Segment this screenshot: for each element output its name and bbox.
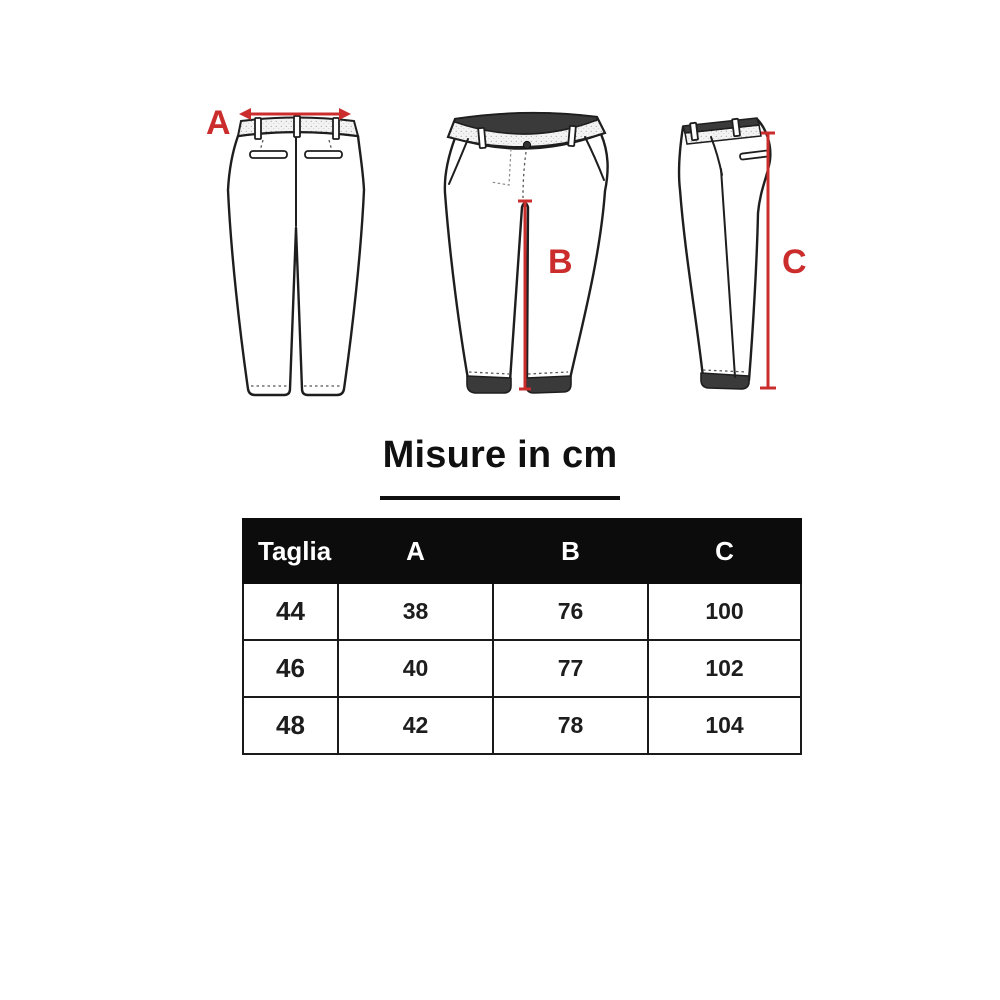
pants-back-view-diagram [195,95,385,410]
pants-front-view-diagram [435,105,620,405]
size-table [242,518,802,755]
right-hem [526,376,571,393]
header-cell-c: C [648,519,801,583]
header-cell-taglia: Taglia [243,519,338,583]
table-row [243,640,801,697]
cell-b: 78 [493,697,648,754]
cell-b: 77 [493,640,648,697]
hem [701,373,749,389]
table-row [243,583,801,640]
left-hem [467,376,511,393]
measure-label-a: A [206,104,231,142]
cell-size: 48 [243,697,338,754]
table-header-row [243,519,801,583]
waist-button [523,141,530,148]
header-cell-b: B [493,519,648,583]
cell-a: 40 [338,640,493,697]
cell-b: 76 [493,583,648,640]
cell-size: 44 [243,583,338,640]
cell-a: 42 [338,697,493,754]
cell-c: 104 [648,697,801,754]
title-underline [380,496,620,500]
pants-back-outline-icon [228,116,364,395]
pants-side-outline-icon [679,118,770,389]
measure-label-b: B [548,243,573,281]
cell-a: 38 [338,583,493,640]
cell-c: 100 [648,583,801,640]
pants-side-view-diagram [655,105,820,405]
cell-c: 102 [648,640,801,697]
page-title: Misure in cm [382,434,618,476]
header-cell-a: A [338,519,493,583]
measure-label-c: C [782,243,807,281]
cell-size: 46 [243,640,338,697]
table-row [243,697,801,754]
